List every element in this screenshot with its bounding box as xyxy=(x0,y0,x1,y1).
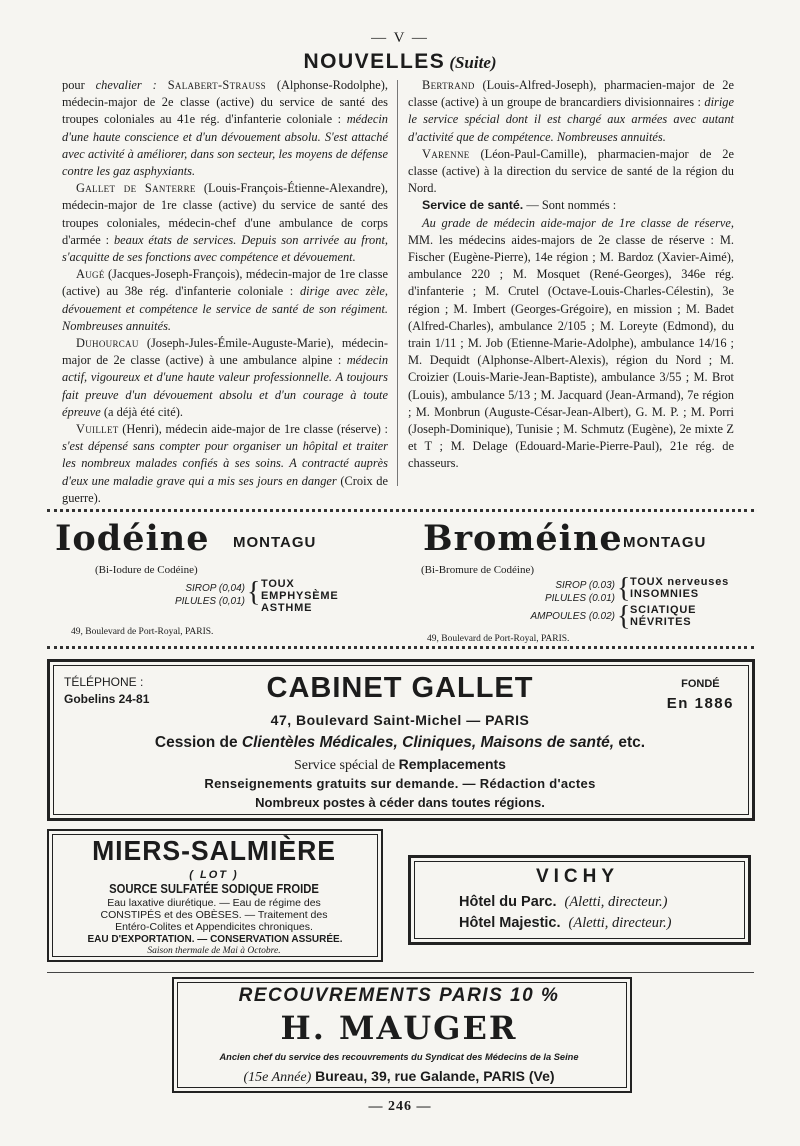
entry-varenne: Varenne (Léon-Paul-Camille), pharmacien-major de 2e classe (active) à la direction du service de santé de la région du Nord. xyxy=(408,146,734,196)
iodeine-address: 49, Boulevard de Port-Royal, PARIS. xyxy=(71,627,214,637)
bromeine-brace: { xyxy=(617,573,631,604)
cession-line: Cession de Clientèles Médicales, Cliniques, Maisons de santé, etc. xyxy=(154,734,646,751)
bromeine-maker: MONTAGU xyxy=(623,534,707,551)
page-title xyxy=(0,50,800,74)
iodeine-desc: (Bi-Iodure de Codéine) xyxy=(95,564,198,576)
service-sante-heading: Service de santé. — Sont nommés : xyxy=(422,198,617,213)
entry-vuillet: Vuillet (Henri), médecin aide-major de 1re classe (réserve) : s'est dépensé sans compter pour organiser un hôpital et traiter les nombreux malades confiés à ses soins. A contracté auprès d'eux une maladie grave qui a mis ses jours en danger (Croix de guerre). xyxy=(62,422,388,505)
bromeine-uses3: SCIATIQUE NÉVRITES xyxy=(630,604,697,628)
mauger-address: (15e Année) Bureau, 39, rue Galande, PARIS (Ve) xyxy=(243,1068,555,1085)
bromeine-forms: SIROP (0.03) PILULES (0.01) xyxy=(544,580,615,604)
bromeine-uses: TOUX nerveuses INSOMNIES xyxy=(630,576,730,600)
ad-montagu xyxy=(47,509,754,649)
entry-duhourcau: Duhourcau (Joseph-Jules-Émile-Auguste-Marie), médecin-major de 2e classe (active) à une ambulance alpine : médecin actif, vigoureux et d'une haute valeur professionnelle. A toujours fait preuve d'un dévouement absolu et d'un courage à toute épreuve (a déjà été cité). xyxy=(62,336,389,419)
renseignements-line: Renseignements gratuits sur demande. — Rédaction d'actes xyxy=(204,776,596,791)
bromeine-brand: Broméine xyxy=(423,518,623,559)
hotel-parc: Hôtel du Parc. (Aletti, directeur.) xyxy=(459,894,668,910)
bromeine-brace-2: { xyxy=(617,601,631,632)
entry-auge: Augé (Jacques-Joseph-François), médecin-major de 1re classe (active) au 38e rég. d'infanterie coloniale : dirige avec zèle, dévouement et compétence le service de santé de son régiment. Nombreuses annuités. xyxy=(62,267,388,333)
nominations-list: Au grade de médecin aide-major de 1re classe de réserve, MM. les médecins aides-majors de 2e classe de réserve : M. Fischer (Eugène-Pierre), 14e région ; M. Bardoz (Xavier-Aimé), ambulance 220 ; M. Mosquet (René-Georges), 346e rég. d'infanterie ; M. Crutel (Octave-Louis-Charles-Célestin), 3e région ; M. Imbert (Georges-Grégoire), en mission ; M. Badet (Alfred-Charles), ambulance 2/105 ; M. Loreyte (Edmond), du train 1/11 ; M. Job (Etienne-Marie-Adolphe), ambulance 14/16 ; M. Dequidt (Alphonse-Albert-Alexis), région du Nord ; M. Croizier (Louis-Marie-Jean-Baptiste), ambulance 3/55 ; M. Brot (Louis), ambulance 5/13 ; M. Jacquard (Jean-Armand), 7e région ; M. Monbrun (Auguste-César-Jean-Albert), G. M. P. ; M. Porri (Joseph-Dominique), Tunisie ; M. Schmutz (Eugène), 2e mixte Z et T ; M. Delage (Edouard-Marie-Pierre-Paul), 21e rég. de chasseurs. xyxy=(408,215,734,471)
miers-description: Eau laxative diurétique. — Eau de régime des CONSTIPÉS et des OBÈSES. — Traitement des Entéro-Colites et Appendicites chroniques. xyxy=(100,897,328,933)
vichy-title: VICHY xyxy=(535,866,620,887)
ad-miers-salmiere xyxy=(47,829,383,962)
miers-lot: ( LOT ) xyxy=(189,869,239,881)
right-column xyxy=(408,77,734,473)
iodeine-uses: TOUX EMPHYSÈME ASTHME xyxy=(261,578,339,614)
iodeine-brace: { xyxy=(247,577,261,608)
left-column xyxy=(62,77,388,507)
bromeine-desc: (Bi-Bromure de Codéine) xyxy=(421,564,535,576)
ad-cabinet-gallet xyxy=(47,659,755,821)
mauger-chef: Ancien chef du service des recouvrements du Syndicat des Médecins de la Seine xyxy=(219,1052,579,1062)
miers-saison: Saison thermale de Mai à Octobre. xyxy=(147,946,281,956)
bromeine-form3: AMPOULES (0.02) xyxy=(530,611,615,622)
mauger-recouvrements: RECOUVREMENTS PARIS 10 % xyxy=(238,985,560,1006)
miers-export: EAU D'EXPORTATION. — CONSERVATION ASSURÉE. xyxy=(87,934,343,945)
entry-gallet: Gallet de Santerre (Louis-François-Étienne-Alexandre), médecin-major de 1re classe (active) du service de santé des troupes coloniales, médecin-chef d'une ambulance de corps d'armée : beaux états de services. Depuis son arrivée au front, s'acquitte de ses fonctions avec compétence et dévouement. xyxy=(62,181,389,265)
iodeine-maker: MONTAGU xyxy=(233,534,317,551)
iodeine-forms: SIROP (0,04) PILULES (0,01) xyxy=(174,583,245,607)
title-text: NOUVELLES xyxy=(303,50,446,73)
page-number: — 246 — xyxy=(368,1099,432,1114)
title-suite: (Suite) xyxy=(449,53,497,72)
hotel-majestic: Hôtel Majestic. (Aletti, directeur.) xyxy=(459,915,672,931)
miers-source: SOURCE SULFATÉE SODIQUE FROIDE xyxy=(109,882,319,896)
cabinet-address: 47, Boulevard Saint-Michel — PARIS xyxy=(270,712,530,728)
service-line: Service spécial de Remplacements xyxy=(294,756,506,773)
postes-line: Nombreux postes à céder dans toutes régions. xyxy=(255,795,545,810)
mauger-name: H. MAUGER xyxy=(280,1009,518,1047)
ads-divider xyxy=(47,972,754,973)
column-divider xyxy=(397,80,398,486)
telephone-block: TÉLÉPHONE : Gobelins 24-81 xyxy=(64,675,150,706)
section-roman-numeral: — V — xyxy=(371,30,429,46)
ad-mauger xyxy=(172,977,632,1093)
founded-block: FONDÉ En 1886 xyxy=(666,678,734,712)
iodeine-brand: Iodéine xyxy=(55,518,210,559)
ad-vichy xyxy=(408,855,751,945)
bromeine-address: 49, Boulevard de Port-Royal, PARIS. xyxy=(427,634,570,644)
entry-salabert: pour chevalier : Salabert-Strauss (Alphonse-Rodolphe), médecin-major de 2e classe (active) du service de santé des troupes coloniales au 41e rég. d'infanterie coloniale : médecin d'une haute conscience et d'un dévouement absolu. S'est attaché avec activité à améliorer, dans son secteur, les moyens de défense contre les gaz asphyxiants. xyxy=(62,78,388,179)
cabinet-name: CABINET GALLET xyxy=(266,672,534,704)
miers-name: MIERS-SALMIÈRE xyxy=(92,835,336,866)
entry-bertrand: Bertrand (Louis-Alfred-Joseph), pharmacien-major de 2e classe (active) à un groupe de brancardiers divisionnaires : dirige le service spécial dont il est chargé aux armées avec autant d'activité que de compétence. Nombreuses annuités. xyxy=(408,78,734,144)
